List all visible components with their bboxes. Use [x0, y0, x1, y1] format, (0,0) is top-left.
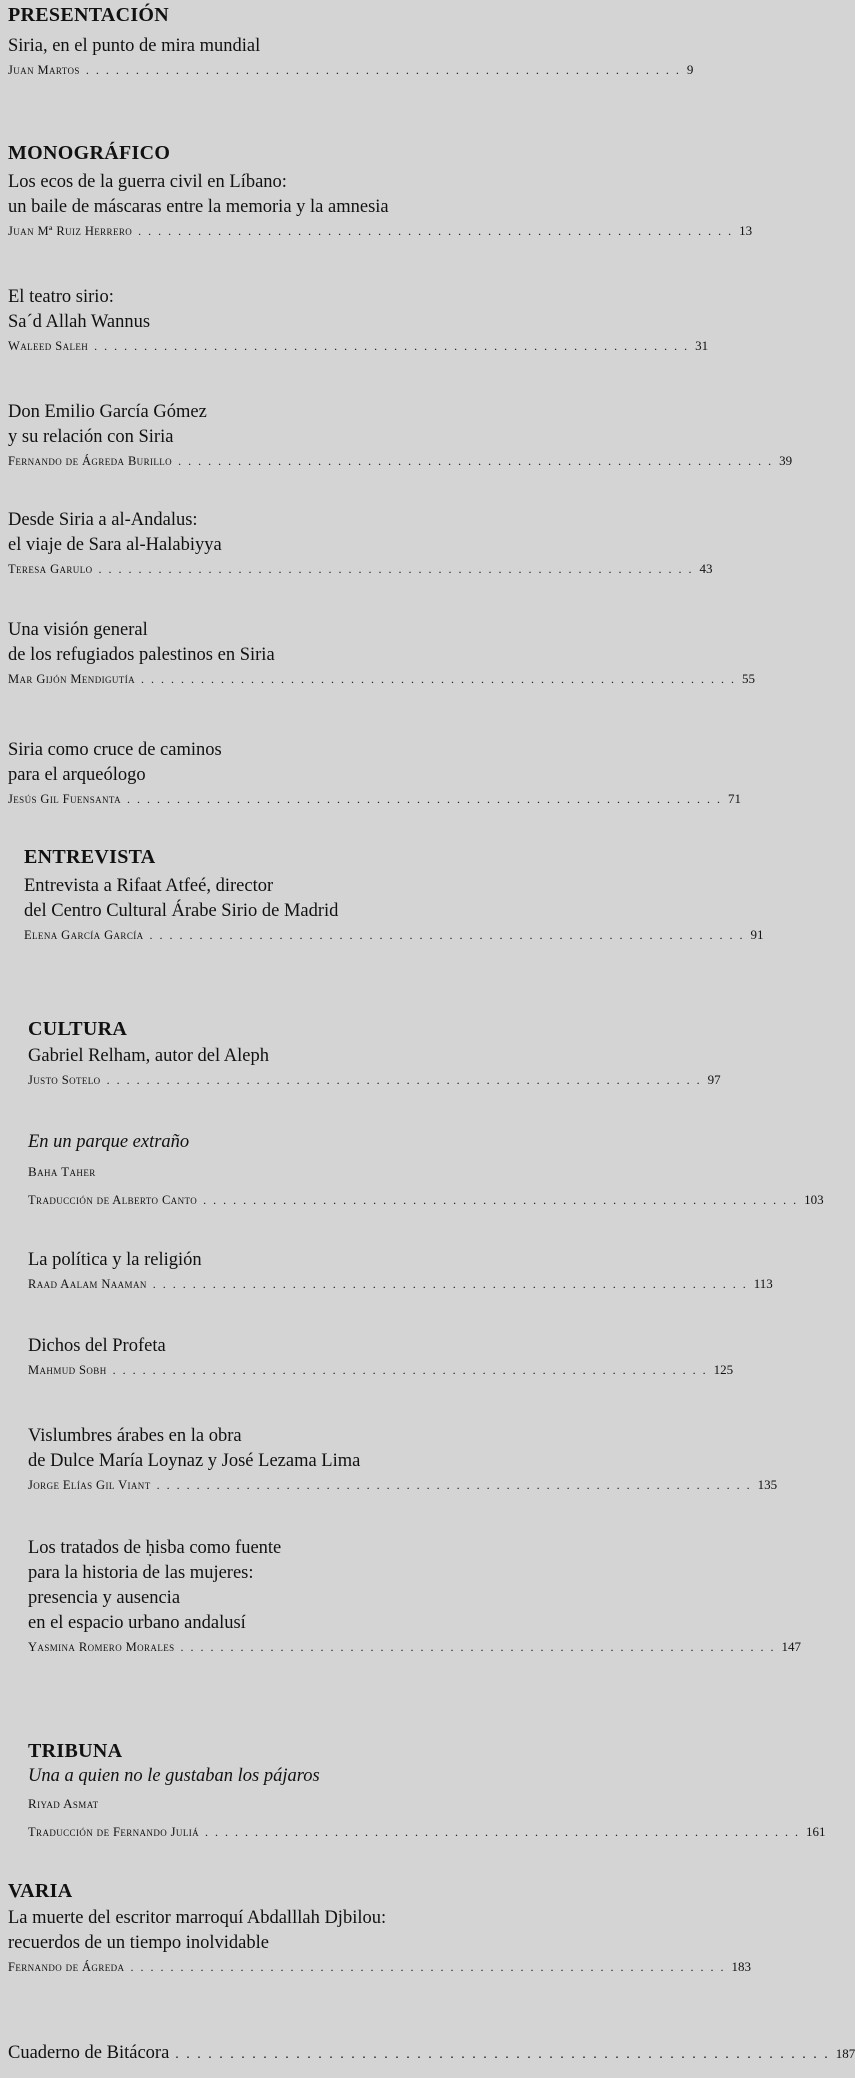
entry-author: Yasmina Romero Morales — [28, 1640, 175, 1654]
entry-title: en el espacio urbano andalusí — [28, 1613, 246, 1633]
entry-title: para el arqueólogo — [8, 765, 146, 785]
entry-author: Fernando de Ágreda — [8, 1960, 125, 1974]
entry-title: Cuaderno de Bitácora — [8, 2043, 170, 2063]
leader-dots: . . . . . . . . . . . . . . . . . . . . . . . . . . . . . . . . . . . . . . . . . . . . . . . . . . . . . . . . . . . . — [98, 562, 694, 576]
entry-title: de los refugiados palestinos en Siria — [8, 645, 275, 665]
toc-entry[interactable] — [28, 1334, 734, 1381]
entry-author: Elena García García — [24, 928, 144, 942]
entry-page: 31 — [695, 338, 709, 353]
entry-author-line — [8, 335, 709, 357]
entry-author-line — [8, 2040, 855, 2066]
entry-author-line — [28, 1474, 778, 1496]
entry-page: 125 — [713, 1362, 734, 1377]
entry-title: de Dulce María Loynaz y José Lezama Lima — [28, 1451, 361, 1471]
leader-dots: . . . . . . . . . . . . . . . . . . . . . . . . . . . . . . . . . . . . . . . . . . . . . . . . . . . . . . . . . . . . — [112, 1363, 708, 1377]
toc-entry[interactable] — [8, 285, 709, 357]
entry-author-line — [28, 1636, 802, 1658]
entry-author-line — [28, 1359, 734, 1381]
leader-dots: . . . . . . . . . . . . . . . . . . . . . . . . . . . . . . . . . . . . . . . . . . . . . . . . . . . . . . . . . . . . — [126, 792, 722, 806]
entry-author-line — [8, 220, 753, 242]
entry-page: 91 — [750, 927, 764, 942]
entry-author: Raad Aalam Naaman — [28, 1277, 147, 1291]
entry-author: Teresa Garulo — [8, 562, 93, 576]
entry-page: 9 — [686, 62, 694, 77]
leader-dots: . . . . . . . . . . . . . . . . . . . . . . . . . . . . . . . . . . . . . . . . . . . . . . . . . . . . . . . . . . . . — [106, 1073, 702, 1087]
entry-author: Jesús Gil Fuensanta — [8, 792, 121, 806]
entry-title: Los tratados de ḥisba como fuente — [28, 1538, 282, 1558]
entry-title: Siria como cruce de caminos — [8, 740, 222, 760]
entry-page: 71 — [727, 791, 741, 806]
entry-author: Fernando de Ágreda Burillo — [8, 454, 173, 468]
entry-page: 187 — [835, 2046, 855, 2061]
leader-dots: . . . . . . . . . . . . . . . . . . . . . . . . . . . . . . . . . . . . . . . . . . . . . . . . . . . . . . . . . . . . — [130, 1960, 726, 1974]
entry-title: Desde Siria a al-Andalus: — [8, 510, 198, 530]
entry-title: Gabriel Relham, autor del Aleph — [28, 1046, 269, 1066]
entry-title: Don Emilio García Gómez — [8, 402, 207, 422]
entry-title: Dichos del Profeta — [28, 1336, 166, 1356]
entry-title: La política y la religión — [28, 1250, 202, 1270]
leader-dots: . . . . . . . . . . . . . . . . . . . . . . . . . . . . . . . . . . . . . . . . . . . . . . . . . . . . . . . . . . . . — [156, 1478, 752, 1492]
entry-author: Mar Gijón Mendigutía — [8, 672, 135, 686]
leader-dots: . . . . . . . . . . . . . . . . . . . . . . . . . . . . . . . . . . . . . . . . . . . . . . . . . . . . . . . . . . . . — [152, 1277, 748, 1291]
section-heading: TRIBUNA — [28, 1740, 123, 1762]
toc-entry[interactable] — [28, 1764, 826, 1843]
entry-author: Justo Sotelo — [28, 1073, 101, 1087]
entry-author-line — [24, 924, 764, 946]
toc-entry[interactable] — [28, 1044, 721, 1091]
entry-author-line — [28, 1189, 824, 1211]
leader-dots: . . . . . . . . . . . . . . . . . . . . . . . . . . . . . . . . . . . . . . . . . . . . . . . . . . . . . . . . . . . . — [149, 928, 745, 942]
toc-entry[interactable] — [28, 1130, 824, 1211]
entry-title: del Centro Cultural Árabe Sirio de Madrid — [24, 901, 339, 921]
toc-entry[interactable] — [8, 508, 713, 580]
entry-page: 161 — [806, 1824, 826, 1839]
leader-dots: . . . . . . . . . . . . . . . . . . . . . . . . . . . . . . . . . . . . . . . . . . . . . . . . . . . . . . . . . . . . — [138, 224, 734, 238]
toc-entry[interactable] — [28, 1424, 778, 1496]
entry-title: Entrevista a Rifaat Atfeé, director — [24, 876, 274, 896]
entry-page: 97 — [707, 1072, 721, 1087]
entry-page: 39 — [779, 453, 793, 468]
entry-page: 147 — [781, 1639, 802, 1654]
entry-translator: Traducción de Fernando Juliá — [28, 1825, 200, 1839]
toc-entry[interactable] — [8, 738, 741, 810]
toc-entry[interactable] — [24, 874, 764, 946]
entry-author-line — [8, 558, 713, 580]
entry-page: 13 — [739, 223, 753, 238]
entry-author: Mahmud Sobh — [28, 1363, 107, 1377]
leader-dots: . . . . . . . . . . . . . . . . . . . . . . . . . . . . . . . . . . . . . . . . . . . . . . . . . . . . . . . . . . . . — [180, 1640, 776, 1654]
toc-entry[interactable] — [8, 400, 793, 472]
leader-dots: . . . . . . . . . . . . . . . . . . . . . . . . . . . . . . . . . . . . . . . . . . . . . . . . . . . . . . . . . . . . — [175, 2047, 830, 2062]
leader-dots: . . . . . . . . . . . . . . . . . . . . . . . . . . . . . . . . . . . . . . . . . . . . . . . . . . . . . . . . . . . . — [94, 339, 690, 353]
entry-title: recuerdos de un tiempo inolvidable — [8, 1933, 269, 1953]
entry-title: un baile de máscaras entre la memoria y la amnesia — [8, 197, 389, 217]
entry-title: El teatro sirio: — [8, 287, 114, 307]
entry-title: Una visión general — [8, 620, 148, 640]
section-heading: VARIA — [8, 1880, 73, 1902]
entry-title: y su relación con Siria — [8, 427, 174, 447]
toc-entry[interactable] — [8, 1906, 751, 1978]
entry-page: 135 — [757, 1477, 778, 1492]
entry-author: Waleed Saleh — [8, 339, 89, 353]
leader-dots: . . . . . . . . . . . . . . . . . . . . . . . . . . . . . . . . . . . . . . . . . . . . . . . . . . . . . . . . . . . . — [178, 454, 774, 468]
entry-page: 183 — [731, 1959, 751, 1974]
entry-author: Riyad Asmat — [28, 1796, 99, 1811]
leader-dots: . . . . . . . . . . . . . . . . . . . . . . . . . . . . . . . . . . . . . . . . . . . . . . . . . . . . . . . . . . . . — [85, 63, 681, 77]
leader-dots: . . . . . . . . . . . . . . . . . . . . . . . . . . . . . . . . . . . . . . . . . . . . . . . . . . . . . . . . . . . . — [203, 1193, 799, 1207]
entry-translator: Traducción de Alberto Canto — [28, 1193, 198, 1207]
entry-page: 113 — [753, 1276, 773, 1291]
entry-page: 43 — [699, 561, 713, 576]
entry-author-line — [8, 59, 694, 81]
entry-title: para la historia de las mujeres: — [28, 1563, 254, 1583]
leader-dots: . . . . . . . . . . . . . . . . . . . . . . . . . . . . . . . . . . . . . . . . . . . . . . . . . . . . . . . . . . . . — [141, 672, 736, 686]
section-heading: ENTREVISTA — [24, 846, 156, 868]
entry-author: Juan Mª Ruiz Herrero — [8, 224, 133, 238]
entry-page: 55 — [742, 671, 755, 686]
entry-title: La muerte del escritor marroquí Abdalllah Djbilou: — [8, 1908, 387, 1928]
toc-entry[interactable] — [8, 618, 755, 690]
toc-entry[interactable] — [8, 2040, 855, 2066]
entry-author-line — [8, 788, 741, 810]
entry-title: Sa´d Allah Wannus — [8, 312, 151, 332]
toc-entry[interactable] — [28, 1248, 773, 1295]
toc-entry[interactable] — [28, 1536, 802, 1658]
entry-author: Jorge Elías Gil Viant — [28, 1478, 151, 1492]
entry-author-line — [28, 1273, 773, 1295]
entry-title: presencia y ausencia — [28, 1588, 181, 1608]
section-heading: MONOGRÁFICO — [8, 142, 171, 164]
toc-entry[interactable] — [8, 34, 694, 81]
entry-author: Juan Martos — [8, 63, 80, 77]
entry-page: 103 — [804, 1192, 824, 1207]
entry-author-line — [8, 1956, 751, 1978]
entry-title: Una a quien no le gustaban los pájaros — [28, 1766, 320, 1786]
entry-author: Baha Taher — [28, 1164, 96, 1179]
entry-author-line — [8, 668, 755, 690]
entry-title: En un parque extraño — [28, 1132, 190, 1152]
entry-author-line — [8, 450, 793, 472]
entry-title: Vislumbres árabes en la obra — [28, 1426, 242, 1446]
section-heading: PRESENTACIÓN — [8, 4, 170, 26]
section-heading: CULTURA — [28, 1018, 128, 1040]
toc-entry[interactable] — [8, 170, 753, 242]
leader-dots: . . . . . . . . . . . . . . . . . . . . . . . . . . . . . . . . . . . . . . . . . . . . . . . . . . . . . . . . . . . . — [205, 1825, 801, 1839]
entry-author-line — [28, 1069, 721, 1091]
entry-author-line — [28, 1821, 826, 1843]
entry-title: el viaje de Sara al-Halabiyya — [8, 535, 222, 555]
entry-title: Siria, en el punto de mira mundial — [8, 36, 261, 56]
entry-title: Los ecos de la guerra civil en Líbano: — [8, 172, 287, 192]
